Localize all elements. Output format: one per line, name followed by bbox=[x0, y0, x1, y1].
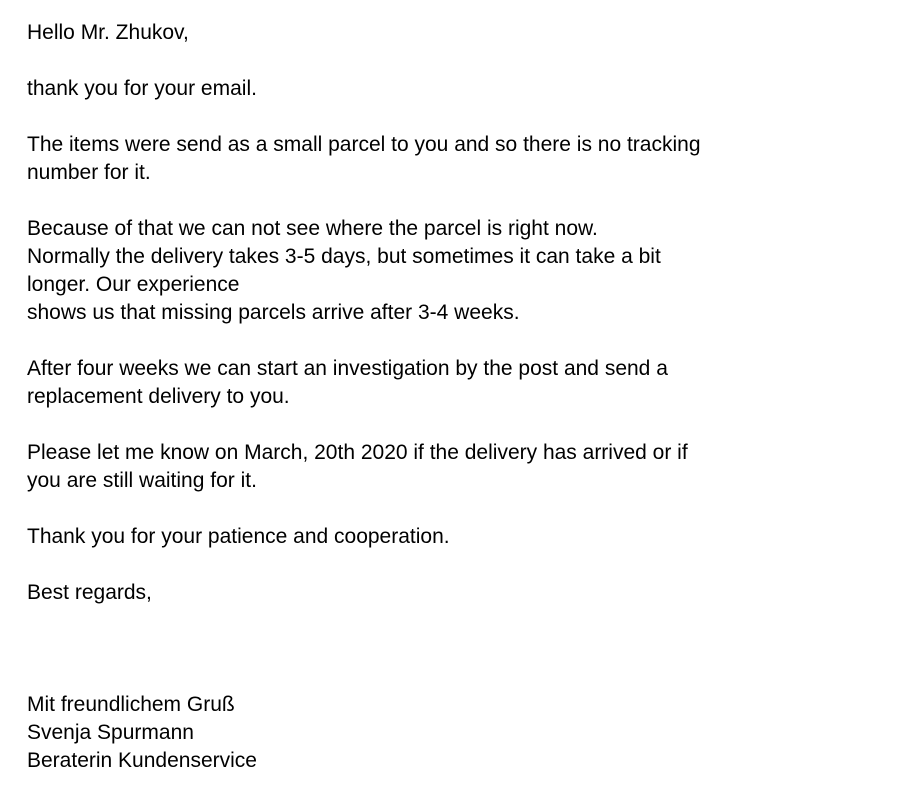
greeting: Hello Mr. Zhukov, bbox=[27, 21, 189, 44]
paragraph-tracking bbox=[27, 131, 887, 187]
paragraph-line: you are still waiting for it. bbox=[27, 469, 257, 492]
paragraph-line: Please let me know on March, 20th 2020 if the delivery has arrived or if bbox=[27, 441, 688, 464]
paragraph-line: shows us that missing parcels arrive after 3-4 weeks. bbox=[27, 301, 520, 324]
spacer bbox=[27, 663, 887, 691]
signature-salutation: Mit freundlichem Gruß bbox=[27, 693, 235, 716]
paragraph-follow-up bbox=[27, 439, 887, 495]
regards: Best regards, bbox=[27, 581, 152, 604]
paragraph-line: longer. Our experience bbox=[27, 273, 240, 296]
signature-block bbox=[27, 691, 887, 775]
thanks-line: thank you for your email. bbox=[27, 77, 257, 100]
spacer bbox=[27, 47, 887, 75]
spacer bbox=[27, 327, 887, 355]
closing-thanks: Thank you for your patience and cooperation. bbox=[27, 525, 450, 548]
paragraph-line: The items were send as a small parcel to you and so there is no tracking bbox=[27, 133, 701, 156]
spacer bbox=[27, 551, 887, 579]
spacer bbox=[27, 495, 887, 523]
paragraph-delivery-time bbox=[27, 215, 887, 327]
paragraph-line: number for it. bbox=[27, 161, 151, 184]
paragraph-line: Normally the delivery takes 3-5 days, but sometimes it can take a bit bbox=[27, 245, 661, 268]
paragraph-line: replacement delivery to you. bbox=[27, 385, 290, 408]
spacer bbox=[27, 103, 887, 131]
spacer bbox=[27, 187, 887, 215]
spacer bbox=[27, 411, 887, 439]
spacer bbox=[27, 635, 887, 663]
signature-role: Beraterin Kundenservice bbox=[27, 749, 257, 772]
spacer bbox=[27, 607, 887, 635]
paragraph-line: Because of that we can not see where the parcel is right now. bbox=[27, 217, 598, 240]
email-body bbox=[27, 19, 887, 775]
signature-name: Svenja Spurmann bbox=[27, 721, 194, 744]
paragraph-line: After four weeks we can start an investigation by the post and send a bbox=[27, 357, 668, 380]
paragraph-investigation bbox=[27, 355, 887, 411]
